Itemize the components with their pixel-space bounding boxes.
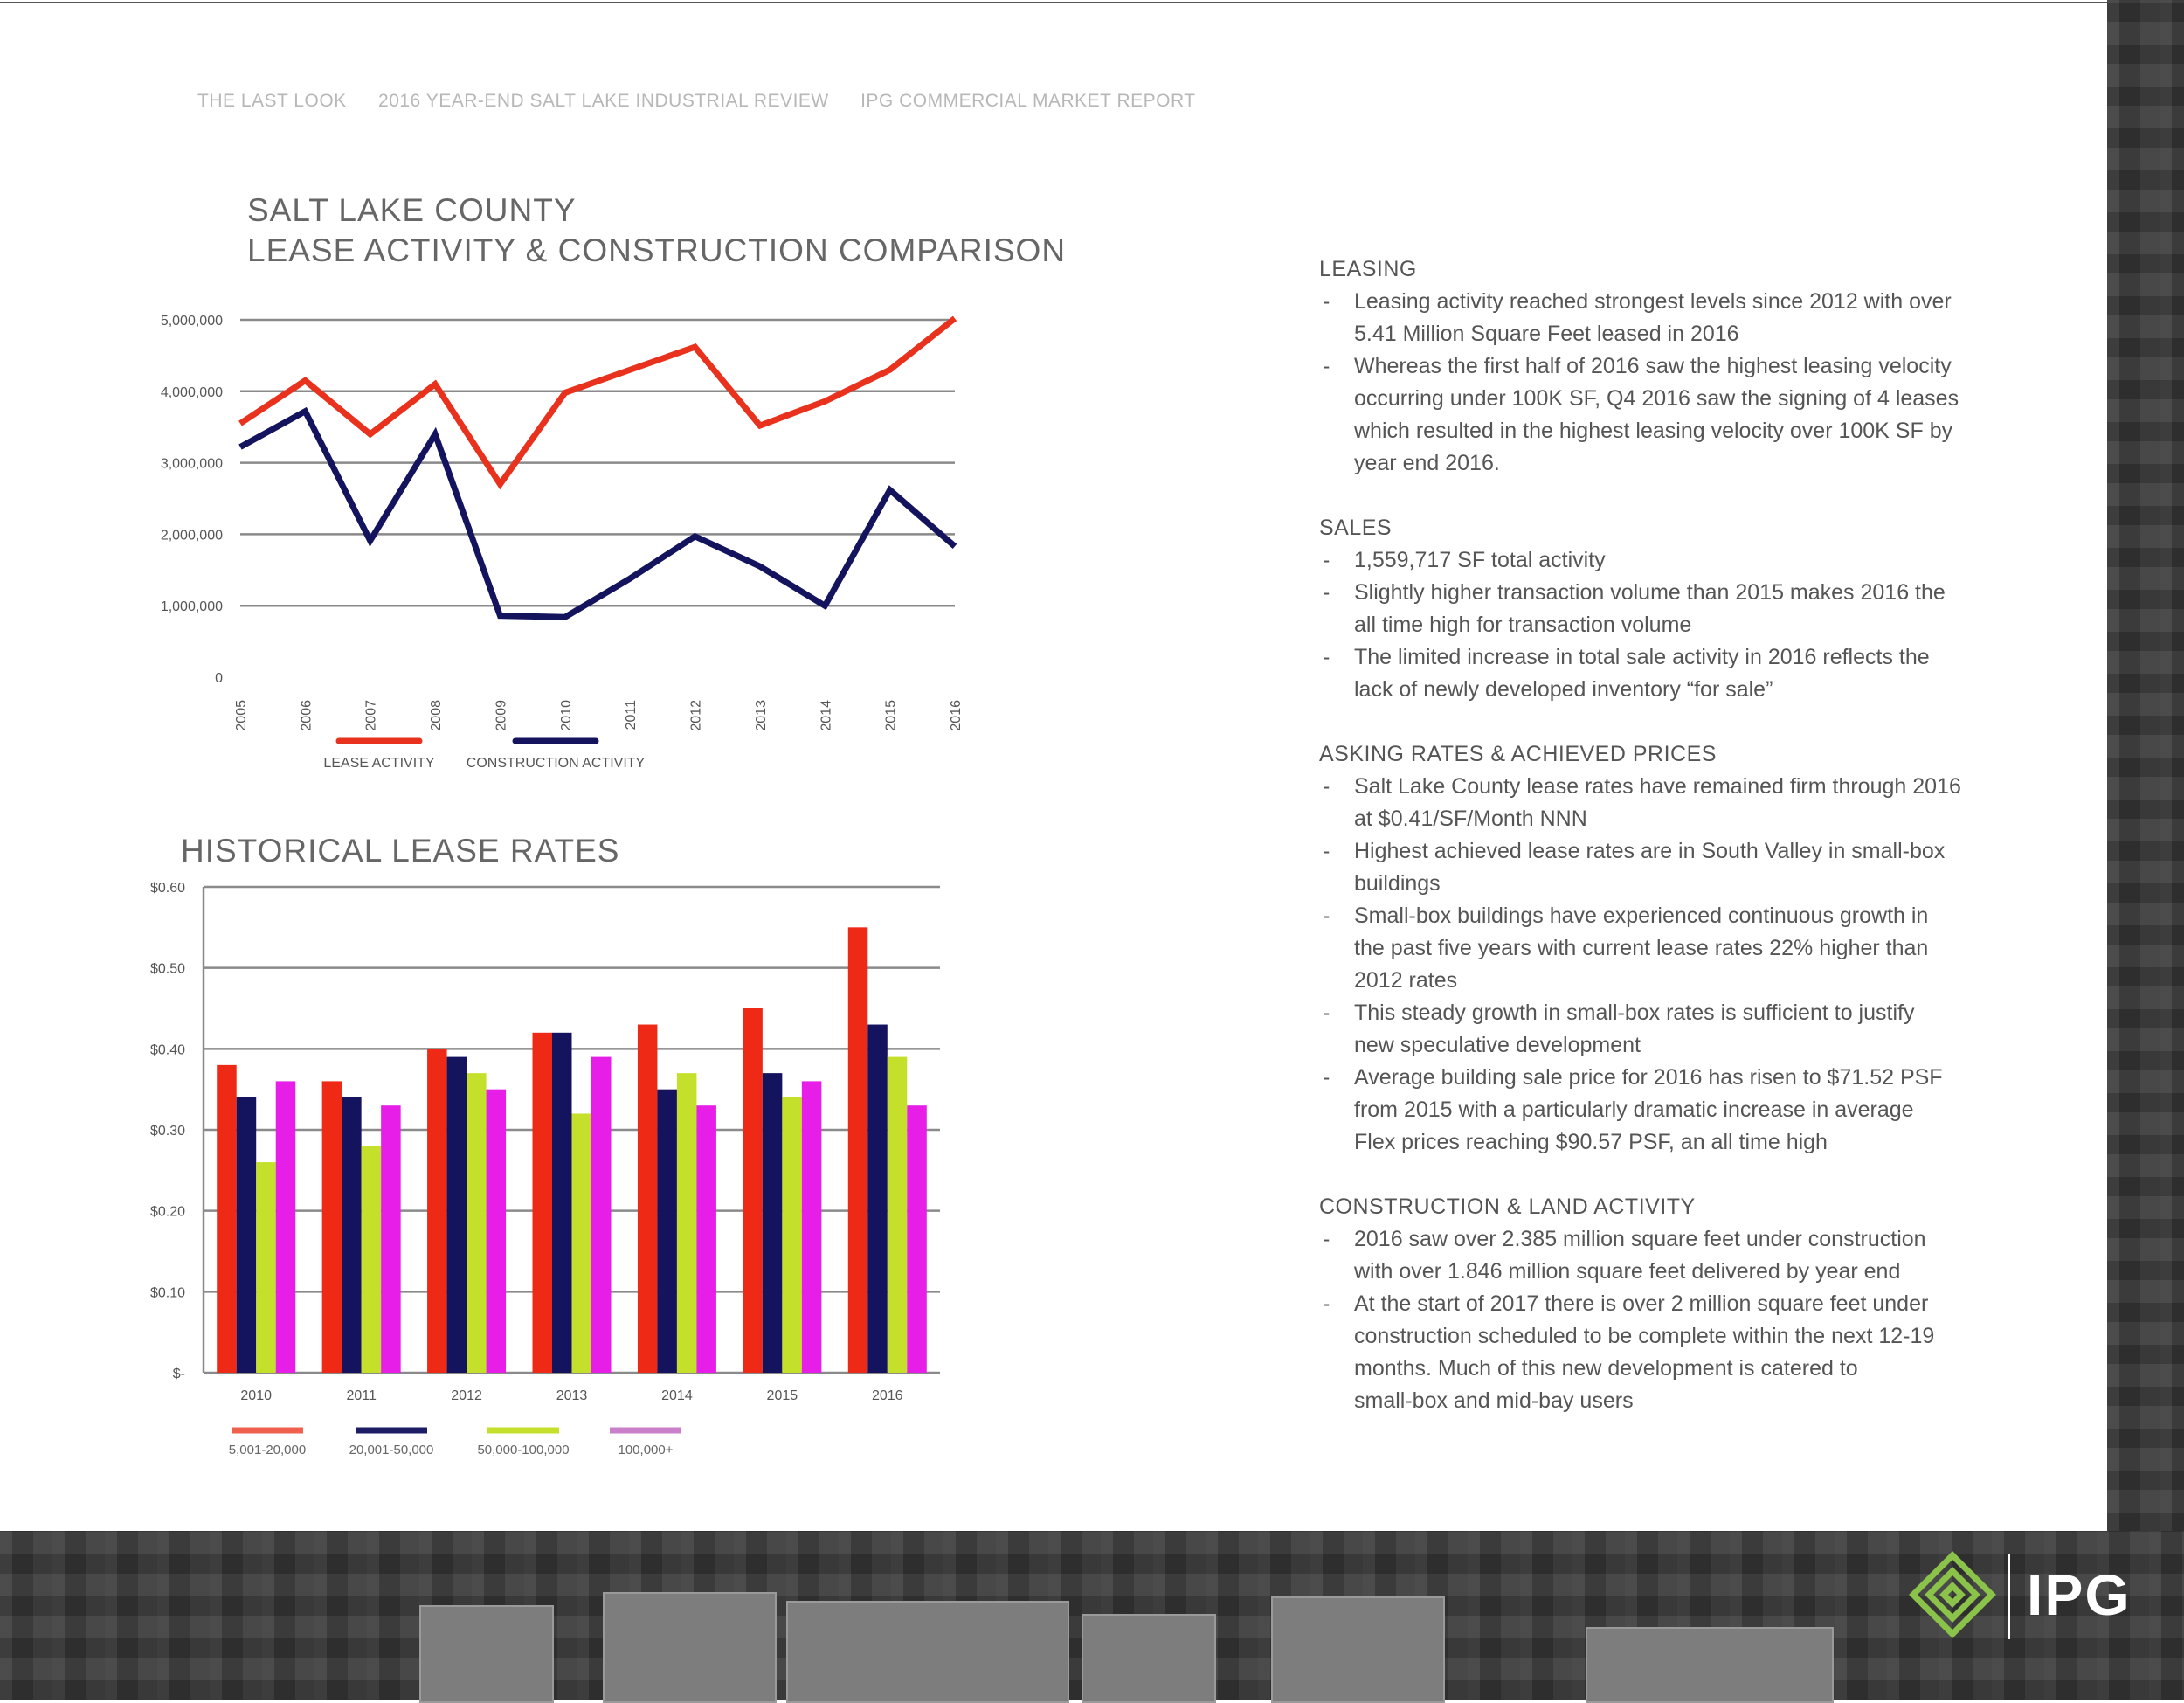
- x-tick-label: 2005: [234, 700, 249, 731]
- bar-2016-series-3: [888, 1057, 907, 1373]
- bullet-line: Flex prices reaching $90.57 PSF, an all time high: [1354, 1130, 1828, 1154]
- header-item: 2016 YEAR-END SALT LAKE INDUSTRIAL REVIEW: [378, 91, 829, 111]
- bullet-line: Leasing activity reached strongest levels since 2012 with over: [1354, 289, 1952, 314]
- bar-2015-series-1: [743, 1008, 763, 1373]
- bullet-item: [1319, 544, 2035, 577]
- y-tick-label: $0.40: [149, 1042, 185, 1058]
- bullet-dash: -: [1323, 354, 1330, 378]
- bullet-line: The limited increase in total sale activity in 2016 reflects the: [1354, 645, 1930, 669]
- bar-2013-series-3: [572, 1113, 592, 1373]
- bar-2014-series-4: [696, 1105, 716, 1373]
- header-item: IPG COMMERCIAL MARKET REPORT: [860, 91, 1196, 111]
- y-tick-label: 3,000,000: [160, 456, 223, 472]
- header-item: THE LAST LOOK: [197, 91, 347, 111]
- y-tick-label: $0.10: [149, 1285, 185, 1301]
- bullet-line: small-box and mid-bay users: [1354, 1388, 1634, 1413]
- bullet-line: 1,559,717 SF total activity: [1354, 548, 1606, 572]
- bullet-dash: -: [1323, 289, 1330, 314]
- x-tick-label: 2010: [558, 700, 574, 731]
- bar-2016-series-4: [907, 1105, 927, 1373]
- bullet-line: which resulted in the highest leasing velocity over 100K SF by: [1354, 419, 1953, 443]
- x-tick-label: 2013: [753, 700, 769, 731]
- y-tick-label: 2,000,000: [160, 528, 223, 543]
- bullet-line: Highest achieved lease rates are in South Valley in small-box: [1354, 839, 1946, 863]
- section-heading: SALES: [1319, 516, 1393, 540]
- y-tick-label: $0.60: [149, 881, 185, 896]
- section-heading: ASKING RATES & ACHIEVED PRICES: [1319, 742, 1717, 766]
- x-tick-label: 2011: [624, 700, 639, 730]
- bar-2014-series-1: [638, 1025, 658, 1373]
- bullet-line: Slightly higher transaction volume than 2015 makes 2016 the: [1354, 580, 1946, 605]
- y-tick-label: $0.20: [149, 1204, 185, 1220]
- section-asking-rates-achieved-prices: [1319, 738, 2035, 1159]
- bullet-line: buildings: [1354, 871, 1441, 896]
- bar-2013-series-4: [591, 1057, 612, 1373]
- bar-2010-series-3: [256, 1162, 276, 1373]
- bullet-line: This steady growth in small-box rates is sufficient to justify: [1354, 1000, 1915, 1025]
- bullet-dash: -: [1323, 548, 1330, 572]
- x-tick-label: 2016: [949, 700, 964, 731]
- x-tick-label: 2007: [363, 700, 379, 731]
- bar-2011-series-4: [381, 1105, 401, 1373]
- bullet-line: all time high for transaction volume: [1354, 613, 1692, 637]
- y-tick-label: 0: [215, 671, 223, 686]
- bar-2015-series-2: [763, 1073, 783, 1373]
- bullet-line: occurring under 100K SF, Q4 2016 saw the signing of 4 leases: [1354, 386, 1959, 411]
- bullet-line: Whereas the first half of 2016 saw the highest leasing velocity: [1354, 354, 1952, 378]
- x-tick-label: 2014: [819, 700, 834, 731]
- section-construction-land-activity: [1319, 1191, 2035, 1417]
- bullet-line: 2012 rates: [1354, 968, 1458, 993]
- x-tick-label: 2010: [240, 1388, 273, 1403]
- x-tick-label: 2012: [688, 700, 704, 731]
- x-tick-label: 2015: [766, 1388, 798, 1403]
- x-tick-label: 2012: [451, 1388, 482, 1403]
- bullet-dash: -: [1323, 580, 1330, 605]
- x-tick-label: 2009: [494, 700, 509, 731]
- bar-chart-title: HISTORICAL LEASE RATES: [181, 833, 620, 869]
- logo-divider: [2008, 1554, 2010, 1639]
- x-tick-label: 2013: [556, 1388, 588, 1403]
- bar-2010-series-4: [276, 1081, 296, 1373]
- bar-2010-series-1: [217, 1065, 237, 1373]
- bullet-line: the past five years with current lease rates 22% higher than: [1354, 936, 1929, 960]
- bullet-line: new speculative development: [1354, 1033, 1641, 1057]
- bullet-line: 5.41 Million Square Feet leased in 2016: [1354, 322, 1739, 346]
- bullet-item: [1319, 577, 2035, 641]
- market-commentary: [1319, 253, 2035, 1450]
- bullet-line: Average building sale price for 2016 has risen to $71.52 PSF: [1354, 1065, 1943, 1090]
- legend-label: LEASE ACTIVITY: [323, 756, 435, 771]
- bullet-line: months. Much of this new development is catered to: [1354, 1356, 1858, 1381]
- x-tick-label: 2006: [299, 700, 314, 731]
- y-tick-label: $-: [172, 1367, 185, 1381]
- bar-2012-series-4: [487, 1090, 507, 1373]
- bullet-line: construction scheduled to be complete within the next 12-19: [1354, 1324, 1935, 1348]
- bullet-dash: -: [1323, 645, 1330, 669]
- line-chart-title: SALT LAKE COUNTY: [247, 192, 577, 228]
- bullet-dash: -: [1323, 774, 1330, 799]
- x-tick-label: 2014: [661, 1388, 693, 1403]
- y-tick-label: 5,000,000: [160, 314, 223, 329]
- bullet-dash: -: [1323, 1291, 1330, 1316]
- x-tick-label: 2016: [871, 1388, 903, 1403]
- bar-2014-series-3: [677, 1073, 697, 1373]
- y-tick-label: $0.30: [149, 1124, 185, 1139]
- bullet-dash: -: [1323, 1227, 1330, 1251]
- bullet-item: [1319, 900, 2035, 997]
- logo-text: IPG: [2027, 1562, 2132, 1627]
- bullet-line: Salt Lake County lease rates have remained firm through 2016: [1354, 774, 1961, 799]
- bar-2015-series-4: [802, 1081, 822, 1373]
- y-tick-label: 1,000,000: [160, 599, 223, 615]
- bullet-dash: -: [1323, 903, 1330, 928]
- bar-2013-series-2: [552, 1033, 572, 1373]
- y-tick-label: 4,000,000: [160, 384, 223, 400]
- legend-label: 20,001-50,000: [349, 1443, 434, 1457]
- bullet-item: [1319, 286, 2035, 350]
- y-tick-label: $0.50: [149, 961, 185, 977]
- bar-2014-series-2: [657, 1090, 677, 1373]
- x-tick-label: 2011: [346, 1388, 377, 1403]
- bullet-item: [1319, 1223, 2035, 1288]
- legend-label: CONSTRUCTION ACTIVITY: [466, 756, 646, 771]
- section-sales: [1319, 512, 2035, 706]
- bullet-line: At the start of 2017 there is over 2 million square feet under: [1354, 1291, 1929, 1316]
- bullet-line: from 2015 with a particularly dramatic increase in average: [1354, 1097, 1914, 1122]
- bullet-item: [1319, 350, 2035, 480]
- bullet-dash: -: [1323, 1000, 1330, 1025]
- x-tick-label: 2015: [883, 700, 899, 731]
- bullet-item: [1319, 835, 2035, 900]
- bullet-line: year end 2016.: [1354, 451, 1500, 475]
- section-heading: LEASING: [1319, 257, 1417, 281]
- bar-2010-series-2: [237, 1097, 257, 1373]
- bar-2016-series-2: [867, 1025, 888, 1373]
- bullet-line: lack of newly developed inventory “for sale”: [1354, 677, 1773, 702]
- legend-label: 100,000+: [618, 1443, 674, 1457]
- bullet-line: Small-box buildings have experienced continuous growth in: [1354, 903, 1929, 928]
- bullet-item: [1319, 1062, 2035, 1159]
- bullet-dash: -: [1323, 1065, 1330, 1090]
- line-chart-subtitle: LEASE ACTIVITY & CONSTRUCTION COMPARISON: [247, 232, 1067, 268]
- bar-2015-series-3: [782, 1097, 802, 1373]
- bar-2012-series-2: [447, 1057, 467, 1373]
- bar-2011-series-3: [362, 1146, 382, 1373]
- bar-2012-series-1: [427, 1049, 447, 1373]
- legend-label: 50,000-100,000: [477, 1443, 570, 1457]
- bar-2013-series-1: [533, 1033, 553, 1373]
- bullet-line: at $0.41/SF/Month NNN: [1354, 807, 1587, 831]
- bar-2011-series-2: [342, 1097, 362, 1373]
- legend-label: 5,001-20,000: [228, 1443, 307, 1457]
- bullet-line: with over 1.846 million square feet delivered by year end: [1354, 1259, 1901, 1284]
- bullet-line: 2016 saw over 2.385 million square feet under construction: [1354, 1227, 1926, 1251]
- bar-2016-series-1: [848, 927, 868, 1373]
- bar-2011-series-1: [322, 1081, 342, 1373]
- bar-2012-series-3: [467, 1073, 487, 1373]
- bullet-item: [1319, 641, 2035, 706]
- bullet-dash: -: [1323, 839, 1330, 863]
- x-tick-label: 2008: [429, 700, 445, 731]
- bullet-item: [1319, 771, 2035, 835]
- section-heading: CONSTRUCTION & LAND ACTIVITY: [1319, 1194, 1696, 1219]
- bullet-item: [1319, 997, 2035, 1062]
- section-leasing: [1319, 253, 2035, 480]
- bullet-item: [1319, 1288, 2035, 1417]
